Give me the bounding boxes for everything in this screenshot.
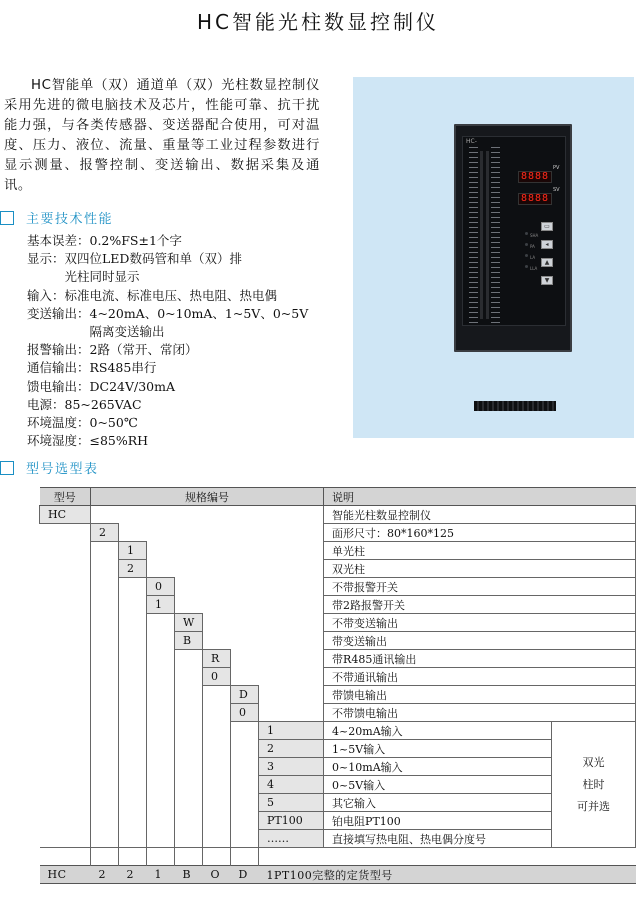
bar-scale bbox=[469, 147, 478, 323]
sv-display: 8888 bbox=[518, 193, 552, 205]
page-title: HC智能光柱数显控制仪 bbox=[196, 10, 439, 34]
code-cell: B bbox=[175, 632, 203, 650]
device-model-label: HC- bbox=[466, 138, 477, 145]
desc-cell: 带2路报警开关 bbox=[324, 596, 636, 614]
code-cell: …… bbox=[259, 830, 324, 848]
code-cell: 2 bbox=[259, 740, 324, 758]
header-spec-code: 规格编号 bbox=[91, 488, 324, 506]
spec-item: 环境湿度：≤85%RH bbox=[27, 433, 149, 449]
code-cell: 0 bbox=[203, 668, 231, 686]
header-model: 型号 bbox=[40, 488, 91, 506]
table-row bbox=[40, 812, 636, 830]
desc-cell: 单光柱 bbox=[324, 542, 636, 560]
checkbox-square-icon bbox=[0, 211, 14, 225]
table-row bbox=[40, 632, 636, 650]
footer-code: D bbox=[231, 866, 259, 884]
intro-paragraph: HC智能单（双）通道单（双）光柱数显控制仪采用先进的微电脑技术及芯片，性能可靠、抗干扰能力强，与各类传感器、变送器配合使用，可对温度、压力、液位、流量、重量等工业过程参数进行显示测量、报警控制、变送输出、数据采集及通讯。 bbox=[4, 78, 320, 193]
spec-item: 输入：标准电流、标准电压、热电阻、热电偶 bbox=[27, 287, 278, 303]
code-cell: 3 bbox=[259, 758, 324, 776]
table-footer-row bbox=[40, 866, 636, 884]
code-cell: W bbox=[175, 614, 203, 632]
code-cell: D bbox=[231, 686, 259, 704]
code-cell: 0 bbox=[231, 704, 259, 722]
model-selection-table bbox=[39, 487, 636, 884]
light-bar bbox=[486, 151, 489, 319]
code-cell: 0 bbox=[147, 578, 175, 596]
indicator-labels bbox=[530, 230, 538, 274]
indicator-led bbox=[525, 232, 528, 235]
up-key-button: ▲ bbox=[541, 258, 553, 267]
set-key-button: ▭ bbox=[541, 222, 553, 231]
indicator-led bbox=[525, 254, 528, 257]
sv-label: SV bbox=[553, 187, 560, 193]
desc-cell: 0~5V输入 bbox=[324, 776, 552, 794]
spec-item: 电源：85~265VAC bbox=[27, 396, 142, 412]
note-line: 可并选 bbox=[577, 799, 611, 813]
indicator-led bbox=[525, 243, 528, 246]
code-cell: 2 bbox=[119, 560, 147, 578]
footer-code: B bbox=[175, 866, 203, 884]
indicator-led bbox=[525, 265, 528, 268]
code-cell: 4 bbox=[259, 776, 324, 794]
spec-item: 馈电输出：DC24V/30mA bbox=[27, 378, 176, 394]
desc-cell: 铂电阻PT100 bbox=[324, 812, 552, 830]
spec-item: 基本误差：0.2%FS±1个字 bbox=[27, 233, 182, 248]
device-front-panel bbox=[462, 136, 566, 326]
desc-cell: 带R485通讯输出 bbox=[324, 650, 636, 668]
footer-code: O bbox=[203, 866, 231, 884]
table-row bbox=[40, 758, 636, 776]
header-description: 说明 bbox=[324, 488, 636, 506]
spec-item: 变送输出：4~20mA、0~10mA、1~5V、0~5V bbox=[27, 305, 309, 321]
product-photo bbox=[353, 77, 634, 438]
footer-code: 1 bbox=[147, 866, 175, 884]
indicator-label: LA bbox=[530, 255, 536, 260]
down-key-button: ▼ bbox=[541, 276, 553, 285]
spec-item: 报警输出：2路（常开、常闭） bbox=[27, 342, 198, 358]
indicator-label: PA bbox=[530, 244, 535, 249]
desc-cell: 直接填写热电阻、热电偶分度号 bbox=[324, 830, 552, 848]
table-row bbox=[40, 542, 636, 560]
specs-heading-text: 主要技术性能 bbox=[26, 212, 114, 227]
indicator-label: SHA bbox=[530, 233, 539, 238]
device-rear-vents bbox=[474, 401, 556, 411]
footer-code: 2 bbox=[119, 866, 147, 884]
desc-cell: 不带馈电输出 bbox=[324, 704, 636, 722]
pv-label: PV bbox=[553, 165, 560, 171]
pv-display: 8888 bbox=[518, 171, 552, 183]
spec-item: 环境温度：0~50℃ bbox=[27, 415, 138, 431]
table-row bbox=[40, 614, 636, 632]
note-line: 柱时 bbox=[582, 777, 605, 791]
table-row bbox=[40, 848, 636, 866]
table-row bbox=[40, 722, 636, 740]
desc-cell: 面形尺寸：80*160*125 bbox=[324, 524, 636, 542]
code-cell: 5 bbox=[259, 794, 324, 812]
desc-cell: 带变送输出 bbox=[324, 632, 636, 650]
table-row bbox=[40, 524, 636, 542]
code-cell: HC bbox=[40, 506, 91, 524]
footer-complete-model: 1PT100完整的定货型号 bbox=[259, 866, 636, 884]
spec-item: 显示：双四位LED数码管和单（双）排 bbox=[27, 251, 242, 267]
spec-list bbox=[27, 232, 308, 450]
table-row bbox=[40, 686, 636, 704]
table-row bbox=[40, 578, 636, 596]
indicator-label: LLA bbox=[530, 266, 538, 271]
shift-key-button: ◂ bbox=[541, 240, 553, 249]
spec-item: 隔离变送输出 bbox=[27, 324, 165, 340]
table-row bbox=[40, 668, 636, 686]
table-row bbox=[40, 830, 636, 848]
desc-cell: 不带通讯输出 bbox=[324, 668, 636, 686]
desc-cell: 带馈电输出 bbox=[324, 686, 636, 704]
table-header-row bbox=[40, 488, 636, 506]
code-cell: PT100 bbox=[259, 812, 324, 830]
desc-cell: 其它输入 bbox=[324, 794, 552, 812]
code-cell: 1 bbox=[259, 722, 324, 740]
spec-item: 通信输出：RS485串行 bbox=[27, 360, 157, 376]
table-row bbox=[40, 560, 636, 578]
code-cell: 1 bbox=[147, 596, 175, 614]
desc-cell: 不带变送输出 bbox=[324, 614, 636, 632]
model-section-heading bbox=[0, 458, 99, 477]
checkbox-square-icon bbox=[0, 461, 14, 475]
specs-section-heading bbox=[0, 208, 113, 227]
table-row bbox=[40, 596, 636, 614]
controller-device-image bbox=[454, 124, 572, 352]
desc-cell: 智能光柱数显控制仪 bbox=[324, 506, 636, 524]
dual-bar-note bbox=[552, 722, 636, 848]
footer-code: HC bbox=[40, 866, 91, 884]
desc-cell: 0~10mA输入 bbox=[324, 758, 552, 776]
desc-cell: 不带报警开关 bbox=[324, 578, 636, 596]
table-row bbox=[40, 506, 636, 524]
desc-cell: 双光柱 bbox=[324, 560, 636, 578]
table-row bbox=[40, 794, 636, 812]
table-row bbox=[40, 650, 636, 668]
light-bar bbox=[480, 151, 483, 319]
table-row bbox=[40, 704, 636, 722]
code-cell: 1 bbox=[119, 542, 147, 560]
code-cell: R bbox=[203, 650, 231, 668]
desc-cell: 1~5V输入 bbox=[324, 740, 552, 758]
note-line: 双光 bbox=[582, 755, 605, 769]
bar-scale bbox=[491, 147, 500, 323]
spec-item: 光柱同时显示 bbox=[27, 269, 140, 285]
desc-cell: 4~20mA输入 bbox=[324, 722, 552, 740]
footer-code: 2 bbox=[91, 866, 119, 884]
table-row bbox=[40, 776, 636, 794]
code-cell: 2 bbox=[91, 524, 119, 542]
table-row bbox=[40, 740, 636, 758]
model-heading-text: 型号选型表 bbox=[26, 462, 99, 477]
